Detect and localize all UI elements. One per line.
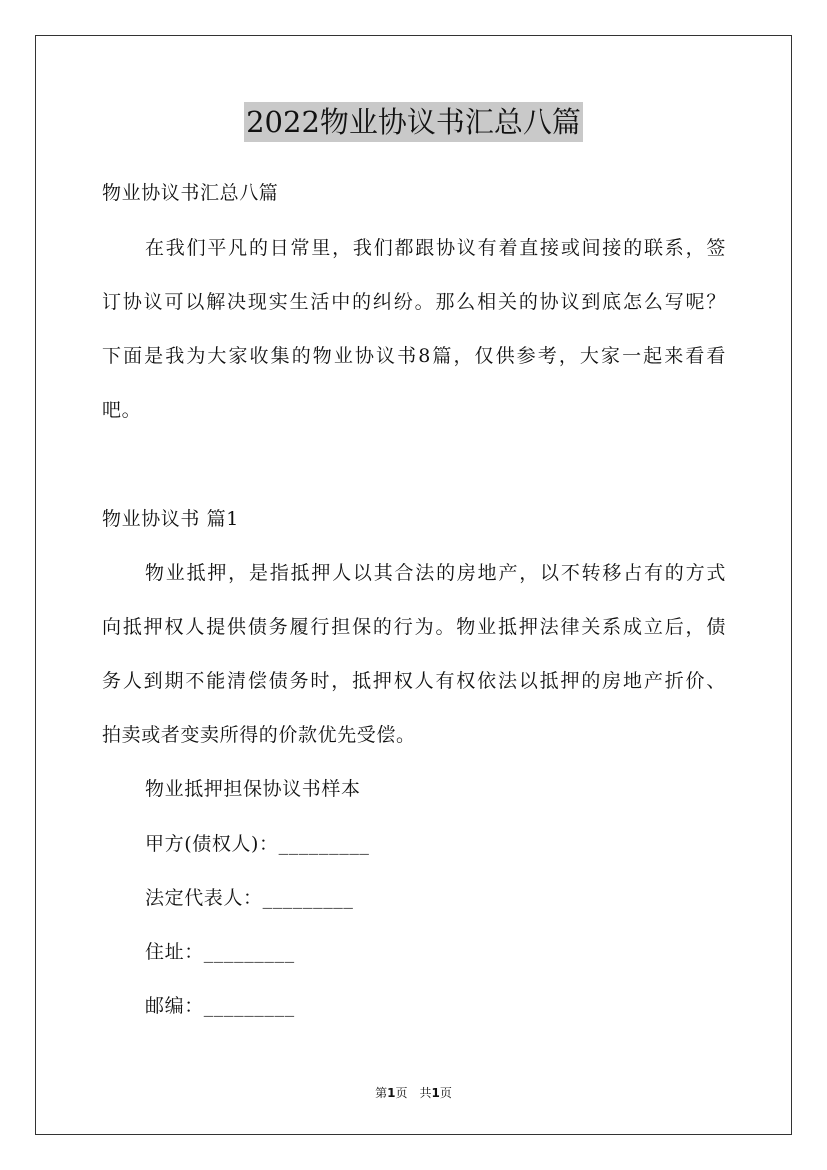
- field-legal-representative: 法定代表人：_________: [145, 887, 354, 909]
- field-creditor: 甲方(债权人)：_________: [145, 833, 370, 855]
- section-heading: 物业协议书 篇1: [102, 508, 239, 530]
- footer-page-number: 1: [387, 1086, 396, 1100]
- intro-line-4: 吧。: [102, 399, 142, 421]
- field-address: 住址：_________: [145, 941, 295, 963]
- intro-line-3: 下面是我为大家收集的物业协议书8篇，仅供参考，大家一起来看看: [102, 345, 726, 367]
- intro-line-1: 在我们平凡的日常里，我们都跟协议有着直接或间接的联系，签: [145, 237, 726, 259]
- intro-line-2: 订协议可以解决现实生活中的纠纷。那么相关的协议到底怎么写呢？: [102, 291, 726, 313]
- section-line-4: 拍卖或者变卖所得的价款优先受偿。: [102, 724, 416, 746]
- section-line-3: 务人到期不能清偿债务时，抵押权人有权依法以抵押的房地产折价、: [102, 670, 726, 692]
- sample-title: 物业抵押担保协议书样本: [145, 778, 361, 800]
- footer-total-suffix: 页: [439, 1086, 452, 1100]
- field-postcode: 邮编：_________: [145, 995, 295, 1017]
- page-footer: [0, 1085, 827, 1101]
- section-line-2: 向抵押权人提供债务履行担保的行为。物业抵押法律关系成立后，债: [102, 616, 726, 638]
- footer-page-suffix: 页: [395, 1086, 408, 1100]
- title-container: [0, 102, 827, 142]
- footer-total-pages: 1: [431, 1086, 440, 1100]
- document-subtitle: 物业协议书汇总八篇: [102, 182, 279, 204]
- footer-prefix: 第: [375, 1086, 388, 1100]
- section-line-1: 物业抵押，是指抵押人以其合法的房地产，以不转移占有的方式: [145, 562, 726, 584]
- document-title: 2022物业协议书汇总八篇: [244, 102, 583, 142]
- footer-total-prefix: 共: [419, 1086, 432, 1100]
